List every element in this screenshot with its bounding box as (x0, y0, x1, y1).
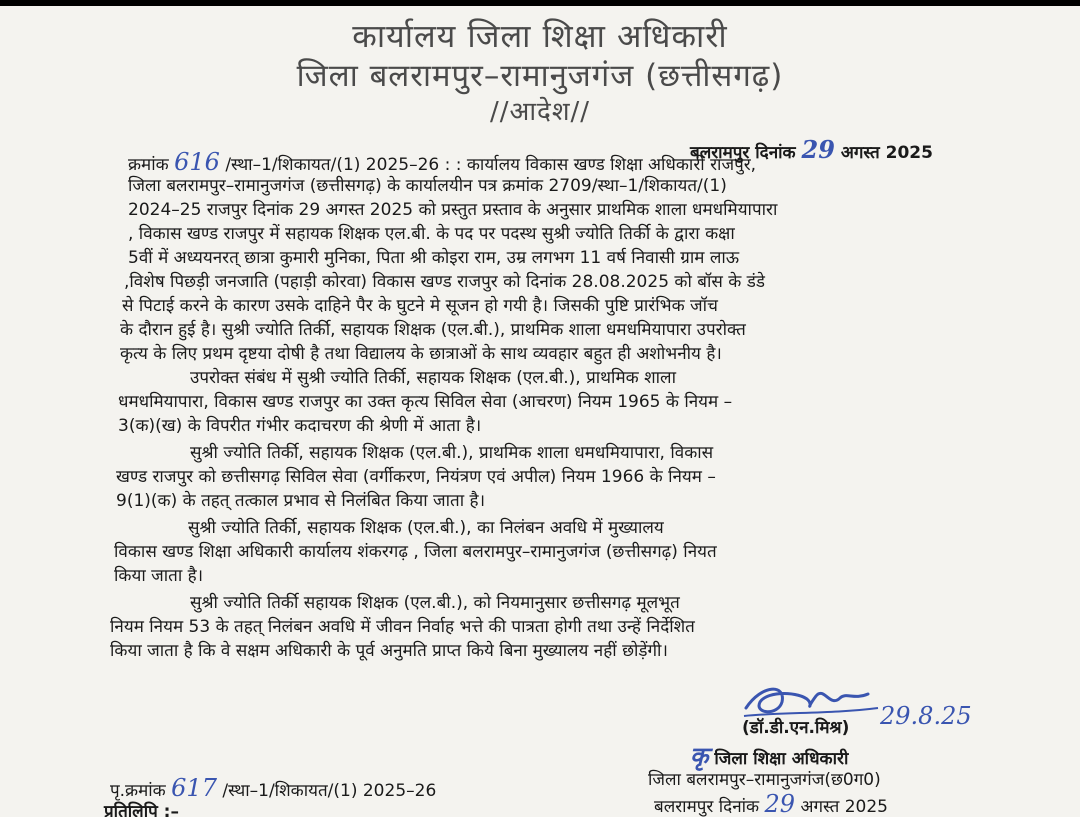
copy-date-prefix: बलरामपुर दिनांक (654, 797, 760, 817)
body-line: से पिटाई करने के कारण उसके दाहिने पैर के घुटने मे सूजन हो गयी है। जिसकी पुष्टि प्रारंभिक जॉच (122, 296, 718, 316)
body-line: खण्ड राजपुर को छत्तीसगढ़ सिविल सेवा (वर्गीकरण, नियंत्रण एवं अपील) नियम 1966 के नियम – (116, 467, 716, 487)
order-number: 616 (174, 148, 220, 176)
office-heading: कार्यालय जिला शिक्षा अधिकारी (352, 17, 728, 55)
district-heading: जिला बलरामपुर–रामानुजगंज (छत्तीसगढ़) (296, 58, 784, 94)
copy-reference (110, 774, 437, 802)
order-heading: //आदेश// (489, 97, 591, 127)
copy-ref-prefix: पृ.क्रमांक (110, 781, 166, 801)
signature-date: 29.8.25 (880, 702, 972, 730)
copy-date-suffix: अगस्त 2025 (800, 797, 888, 817)
copy-date (654, 790, 888, 817)
body-line: 5वीं में अध्ययनरत् छात्रा कुमारी मुनिका, पिता श्री कोइरा राम, उम्र लगभग 11 वर्ष निवासी ग्राम लाऊ (128, 248, 740, 268)
designation-mark: कृ (690, 741, 709, 770)
body-line: जिला बलरामपुर–रामानुजगंज (छत्तीसगढ़) के कार्यालयीन पत्र क्रमांक 2709/स्था–1/शिकायत/(1) (128, 176, 727, 196)
body-line: 3(क)(ख) के विपरीत गंभीर कदाचरण की श्रेणी में आता है। (118, 416, 482, 436)
body-line: धमधमियापारा, विकास खण्ड राजपुर का उक्त कृत्य सिविल सेवा (आचरण) नियम 1965 के नियम – (118, 392, 733, 412)
order-ref-prefix: क्रमांक (128, 155, 169, 175)
copy-ref-suffix: /स्था–1/शिकायत/(1) 2025–26 (222, 781, 437, 801)
designation-text: जिला शिक्षा अधिकारी (714, 749, 849, 769)
designation (690, 741, 849, 770)
signature-mark (742, 678, 882, 722)
body-line: ,विशेष पिछड़ी जनजाति (पहाड़ी कोरवा) विकास खण्ड राजपुर को दिनांक 28.08.2025 को बॉस के डंडे (124, 272, 765, 292)
body-line: नियम नियम 53 के तहत् निलंबन अवधि में जीवन निर्वाह भत्ते की पात्रता होगी तथा उन्हें निर्देशित (110, 617, 695, 637)
body-line: कृत्य के लिए प्रथम दृष्टया दोषी है तथा विद्यालय के छात्राओं के साथ व्यवहार बहुत ही अशोभनीय है। (120, 344, 722, 364)
order-document (0, 6, 1080, 817)
place-date-prefix: बलरामपुर दिनांक (690, 143, 796, 163)
copy-label: प्रतिलिपि :– (104, 802, 179, 817)
order-reference (128, 148, 757, 176)
body-line: 9(1)(क) के तहत् तत्काल प्रभाव से निलंबित किया जाता है। (116, 491, 486, 511)
body-line: उपरोक्त संबंध में सुश्री ज्योति तिर्की, सहायक शिक्षक (एल.बी.), प्राथमिक शाला (190, 368, 676, 388)
body-line: सुश्री ज्योति तिर्की सहायक शिक्षक (एल.बी.), को नियमानुसार छत्तीसगढ़ मूलभूत (190, 593, 680, 613)
body-line: विकास खण्ड शिक्षा अधिकारी कार्यालय शंकरगढ़ , जिला बलरामपुर–रामानुजगंज (छत्तीसगढ़) नियत (114, 542, 717, 562)
place-date-day: 29 (801, 135, 835, 164)
body-line: के दौरान हुई है। सुश्री ज्योति तिर्की, सहायक शिक्षक (एल.बी.), प्राथमिक शाला धमधमियापारा उपरोक्त (120, 320, 746, 340)
signatory-name: (डॉ.डी.एन.मिश्र) (742, 718, 850, 738)
body-line: किया जाता है। (114, 566, 204, 586)
copy-date-day: 29 (764, 790, 796, 817)
office-line: जिला बलरामपुर–रामानुजगंज(छ0ग0) (648, 770, 881, 790)
body-line: सुश्री ज्योति तिर्की, सहायक शिक्षक (एल.बी.), का निलंबन अवधि में मुख्यालय (188, 518, 664, 538)
body-line: सुश्री ज्योति तिर्की, सहायक शिक्षक (एल.बी.), प्राथमिक शाला धमधमियापारा, विकास (190, 443, 714, 463)
place-date-suffix: अगस्त 2025 (840, 143, 933, 163)
copy-number: 617 (171, 774, 217, 802)
order-ref-suffix: /स्था–1/शिकायत/(1) 2025–26 : : कार्यालय विकास खण्ड शिक्षा अधिकारी राजपुर, (225, 155, 757, 175)
body-line: , विकास खण्ड राजपुर में सहायक शिक्षक एल.बी. के पद पर पदस्थ सुश्री ज्योति तिर्की के द्वारा कक्षा (128, 224, 735, 244)
body-line: 2024–25 राजपुर दिनांक 29 अगस्त 2025 को प्रस्तुत प्रस्ताव के अनुसार प्राथमिक शाला धमधमियापारा (128, 200, 778, 220)
body-line: किया जाता है कि वे सक्षम अधिकारी के पूर्व अनुमति प्राप्त किये बिना मुख्यालय नहीं छोड़ेंगी। (110, 641, 668, 661)
